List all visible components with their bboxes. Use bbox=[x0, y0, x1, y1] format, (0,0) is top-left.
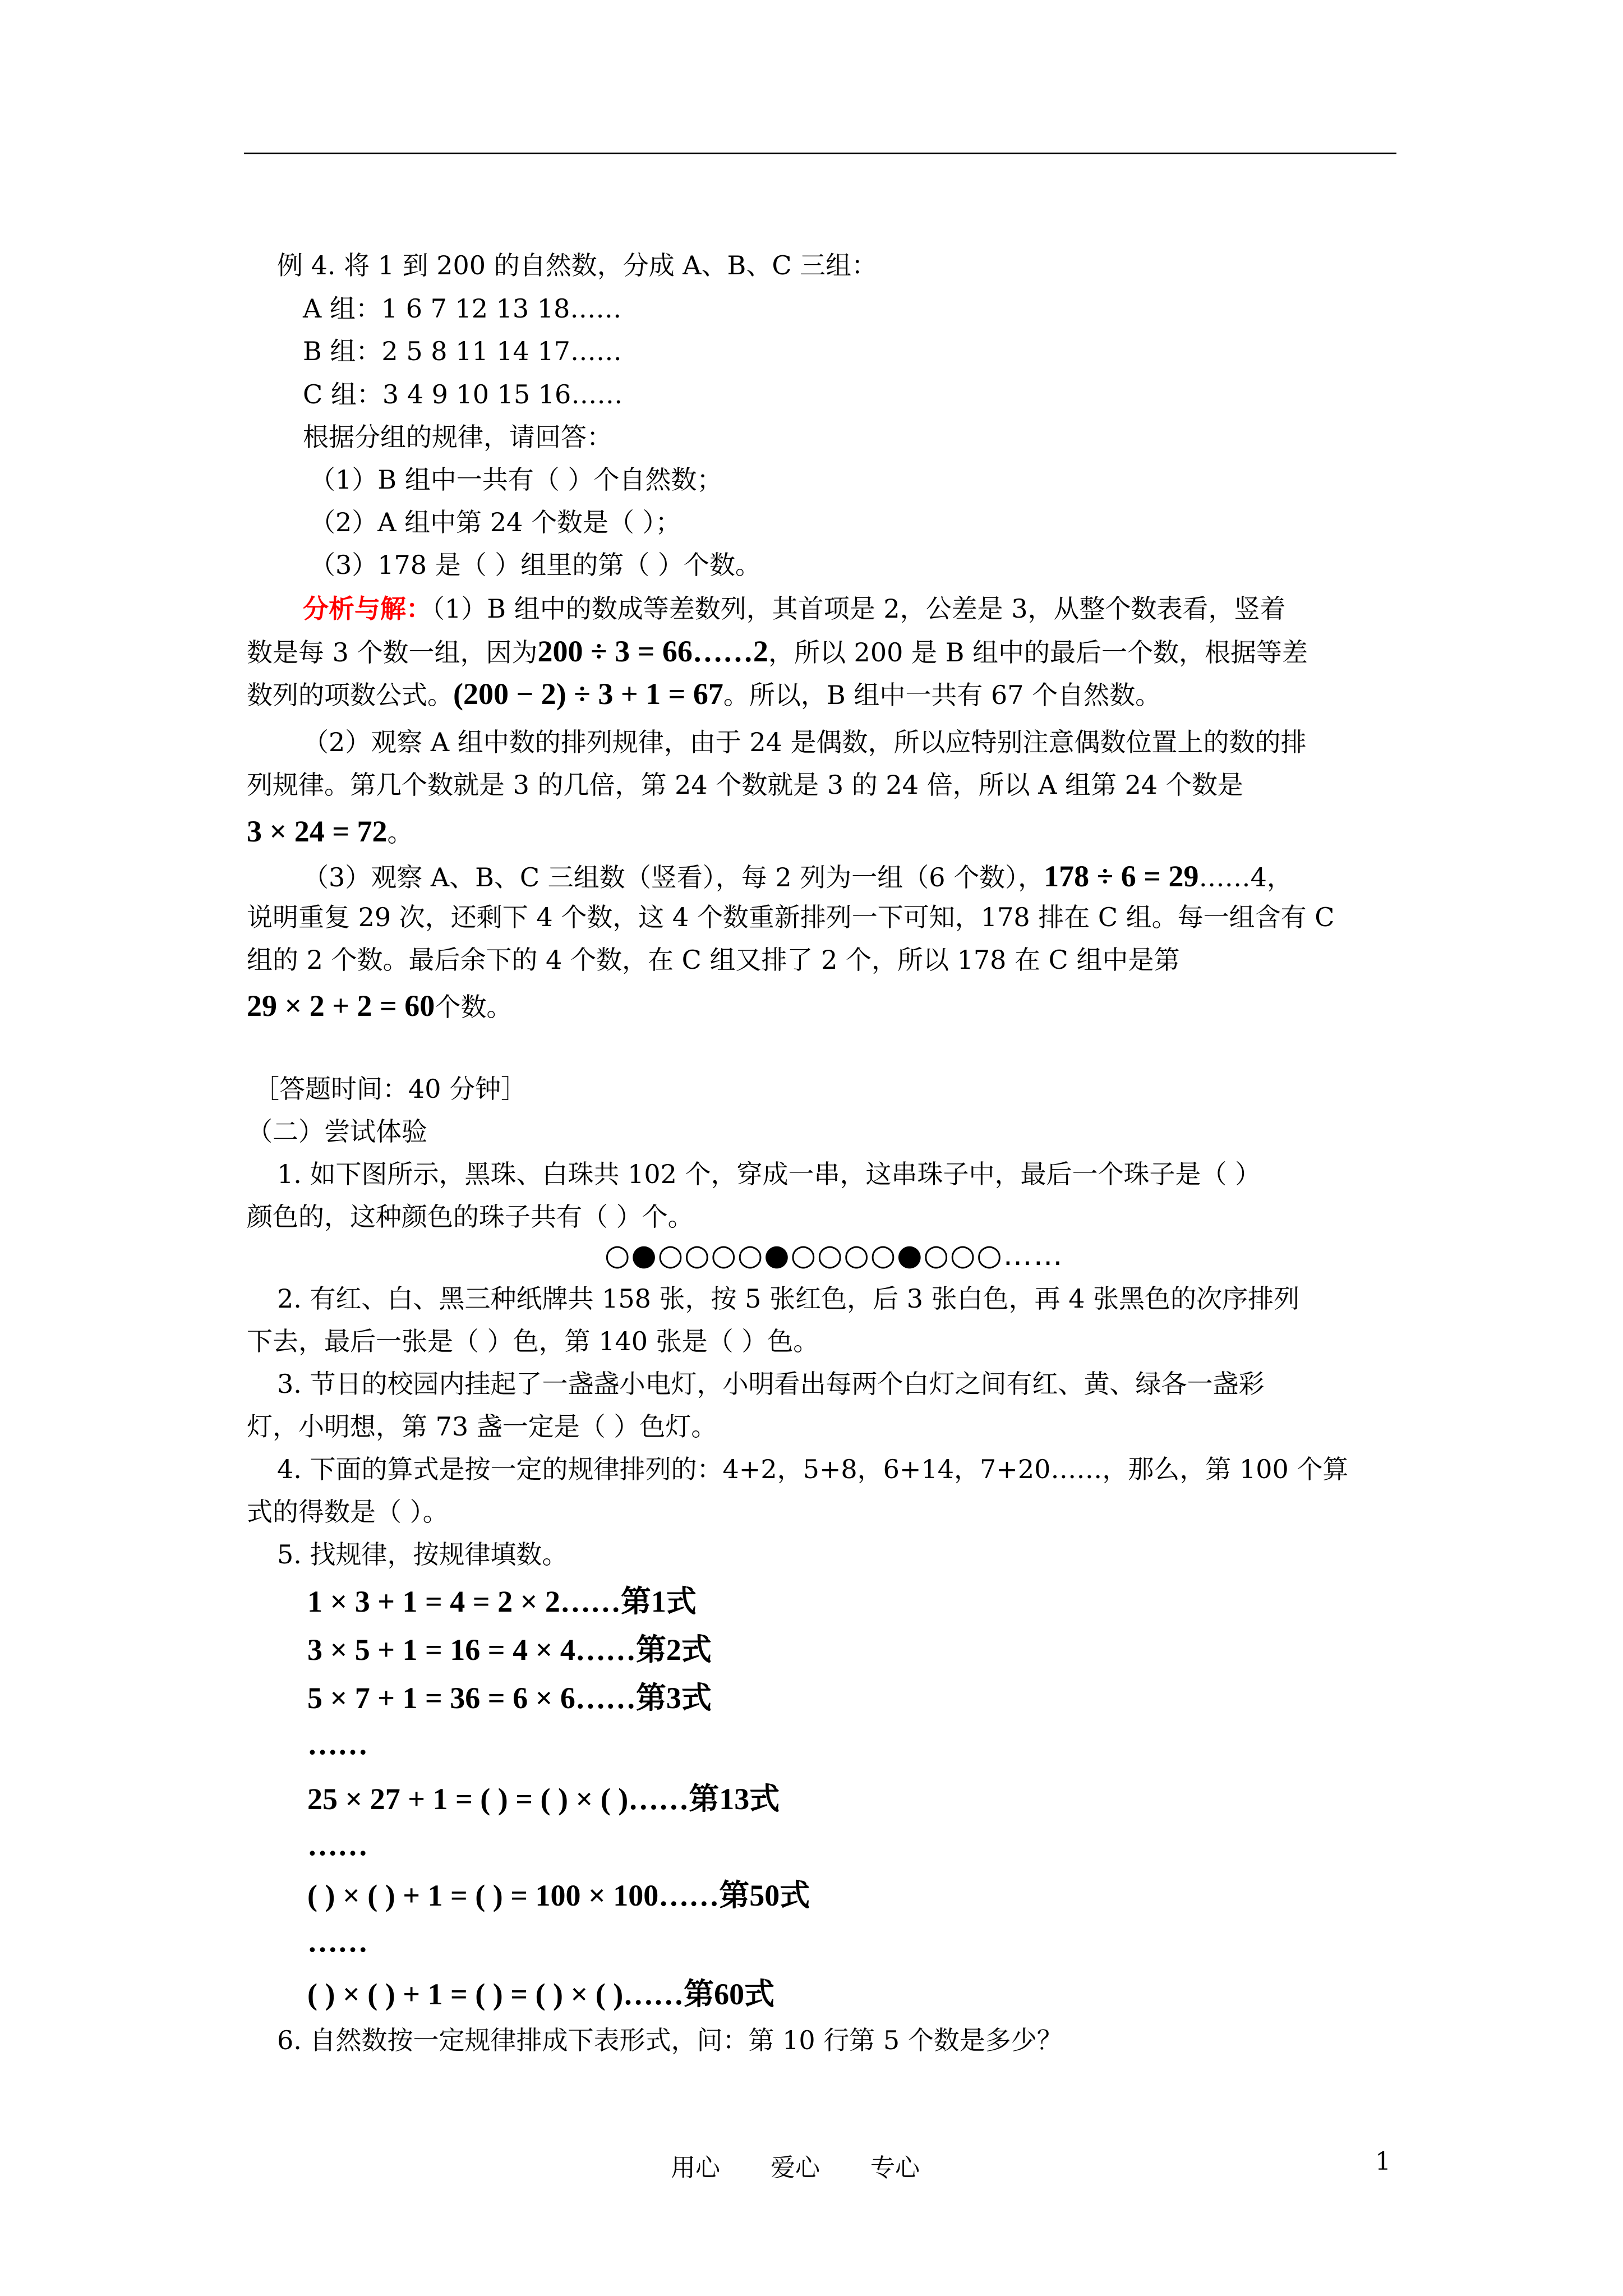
analysis-text: 。所以，B 组中一共有 67 个自然数。 bbox=[723, 680, 1161, 710]
analysis-paragraph-2-line-3 bbox=[247, 816, 413, 846]
analysis-paragraph-3-line-3: 组的 2 个数。最后余下的 4 个数，在 C 组又排了 2 个，所以 178 在 C 组中是第 bbox=[247, 945, 1180, 975]
problem-2-line-2: 下去，最后一张是（ ）色，第 140 张是（ ）色。 bbox=[247, 1326, 819, 1356]
example-title: 例 4. 将 1 到 200 的自然数，分成 A、B、C 三组： bbox=[277, 250, 878, 280]
analysis-text: 。 bbox=[387, 817, 413, 848]
ellipsis: …… bbox=[307, 1925, 368, 1958]
analysis-text: ……4， bbox=[1198, 862, 1293, 892]
formula-60: ( ) × ( ) + 1 = ( ) = ( ) × ( )……第60式 bbox=[307, 1977, 775, 2011]
analysis-paragraph-3-line-1 bbox=[303, 861, 1293, 891]
analysis-paragraph-3-line-2: 说明重复 29 次，还剩下 4 个数，这 4 个数重新排列一下可知，178 排在 C 组。每一组含有 C bbox=[247, 902, 1335, 932]
analysis-paragraph-2-line-1: （2）观察 A 组中数的排列规律，由于 24 是偶数，所以应特别注意偶数位置上的数的排 bbox=[303, 727, 1307, 757]
question-3: （3）178 是（ ）组里的第（ ）个数。 bbox=[310, 550, 761, 580]
problem-3-line-1: 3. 节日的校园内挂起了一盏盏小电灯，小明看出每两个白灯之间有红、黄、绿各一盏彩 bbox=[277, 1369, 1265, 1399]
equation: 178 ÷ 6 = 29 bbox=[1044, 859, 1199, 893]
formula-1: 1 × 3 + 1 = 4 = 2 × 2……第1式 bbox=[307, 1585, 697, 1618]
problem-4-line-1: 4. 下面的算式是按一定的规律排列的：4+2，5+8，6+14，7+20……，那么，第 100 个算 bbox=[277, 1454, 1349, 1484]
analysis-paragraph-2-line-2: 列规律。第几个数就是 3 的几倍，第 24 个数就是 3 的 24 倍，所以 A 组第 24 个数是 bbox=[247, 770, 1243, 800]
question-1: （1）B 组中一共有（ ）个自然数； bbox=[310, 464, 723, 495]
formula-2: 3 × 5 + 1 = 16 = 4 × 4……第2式 bbox=[307, 1633, 712, 1667]
group-b-line: B 组：2 5 8 11 14 17…… bbox=[303, 336, 622, 366]
analysis-label: 分析与解： bbox=[303, 593, 432, 624]
problem-2-line-1: 2. 有红、白、黑三种纸牌共 158 张，按 5 张红色，后 3 张白色，再 4 张黑色的次序排列 bbox=[277, 1283, 1300, 1314]
formula-50: ( ) × ( ) + 1 = ( ) = 100 × 100……第50式 bbox=[307, 1879, 810, 1912]
analysis-text: （1）B 组中的数成等差数列，其首项是 2，公差是 3，从整个数表看，竖着 bbox=[432, 593, 1286, 624]
equation: 200 ÷ 3 = 66……2 bbox=[537, 634, 768, 668]
analysis-text: ，所以 200 是 B 组中的最后一个数，根据等差 bbox=[768, 637, 1308, 668]
problem-6: 6. 自然数按一定规律排成下表形式，问：第 10 行第 5 个数是多少？ bbox=[277, 2025, 1063, 2055]
page-number: 1 bbox=[1375, 2147, 1391, 2176]
ellipsis: …… bbox=[307, 1727, 368, 1761]
group-a-line: A 组：1 6 7 12 13 18…… bbox=[303, 293, 622, 324]
section-heading: （二）尝试体验 bbox=[247, 1116, 427, 1147]
analysis-text: 数列的项数公式。 bbox=[247, 680, 453, 710]
problem-1-line-2: 颜色的，这种颜色的珠子共有（ ）个。 bbox=[247, 1202, 694, 1232]
footer-motto-3: 专心 bbox=[870, 2154, 920, 2182]
header-rule bbox=[244, 153, 1396, 154]
analysis-paragraph-1-line-1 bbox=[303, 593, 1286, 624]
problem-5-title: 5. 找规律，按规律填数。 bbox=[277, 1539, 568, 1570]
analysis-paragraph-3-line-4 bbox=[247, 991, 512, 1021]
footer-motto-1: 用心 bbox=[671, 2154, 720, 2182]
group-c-line: C 组：3 4 9 10 15 16…… bbox=[303, 379, 623, 409]
footer-motto-2: 爱心 bbox=[771, 2154, 820, 2182]
formula-13: 25 × 27 + 1 = ( ) = ( ) × ( )……第13式 bbox=[307, 1782, 780, 1816]
formula-3: 5 × 7 + 1 = 36 = 6 × 6……第3式 bbox=[307, 1681, 712, 1715]
analysis-text: 个数。 bbox=[435, 992, 513, 1022]
analysis-text: 数是每 3 个数一组，因为 bbox=[247, 637, 538, 668]
prompt-line: 根据分组的规律，请回答： bbox=[303, 422, 612, 452]
equation: (200 − 2) ÷ 3 + 1 = 67 bbox=[453, 677, 723, 711]
analysis-paragraph-1-line-2 bbox=[247, 636, 1308, 666]
equation: 29 × 2 + 2 = 60 bbox=[247, 989, 435, 1023]
bead-string-figure: ○●○○○○●○○○○●○○○…… bbox=[605, 1239, 1064, 1272]
time-note: ［答题时间：40 分钟］ bbox=[253, 1074, 527, 1104]
problem-1-line-1: 1. 如下图所示，黑珠、白珠共 102 个，穿成一串，这串珠子中，最后一个珠子是（ ） bbox=[277, 1159, 1261, 1189]
problem-3-line-2: 灯，小明想，第 73 盏一定是（ ）色灯。 bbox=[247, 1411, 717, 1442]
equation: 3 × 24 = 72 bbox=[247, 815, 388, 848]
problem-4-line-2: 式的得数是（ ）。 bbox=[247, 1497, 449, 1527]
question-2: （2）A 组中第 24 个数是（ ）； bbox=[310, 507, 681, 537]
analysis-text: （3）观察 A、B、C 三组数（竖看），每 2 列为一组（6 个数）， bbox=[303, 862, 1044, 892]
analysis-paragraph-1-line-3 bbox=[247, 679, 1161, 709]
ellipsis: …… bbox=[307, 1828, 368, 1862]
